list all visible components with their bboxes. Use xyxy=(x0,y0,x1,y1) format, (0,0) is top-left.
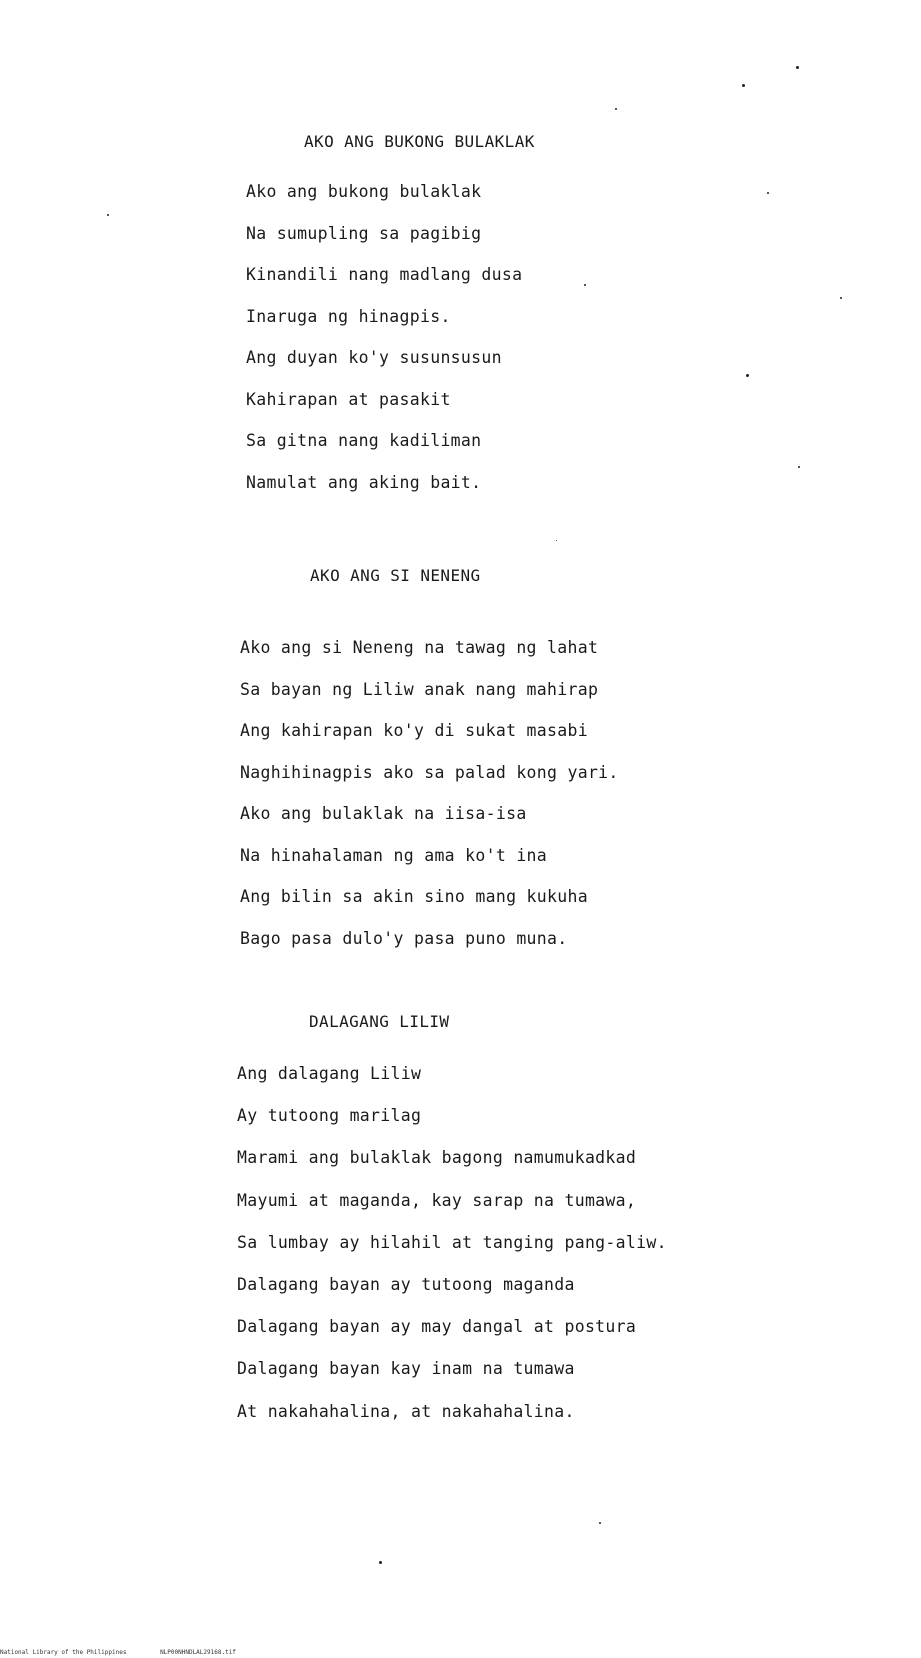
poem-line: Bago pasa dulo'y pasa puno muna. xyxy=(240,928,568,948)
poem-line: Kahirapan at pasakit xyxy=(246,389,451,409)
poem-line: Ang bilin sa akin sino mang kukuha xyxy=(240,887,588,906)
poem-line: Ang duyan ko'y susunsusun xyxy=(246,348,502,367)
poem-line: Inaruga ng hinagpis. xyxy=(246,306,451,326)
footer-filename: NLP00NHNDLAL29168.tif xyxy=(160,1649,236,1656)
scan-speck xyxy=(746,374,749,377)
poem-line: Ang dalagang Liliw xyxy=(237,1064,422,1083)
scan-speck xyxy=(796,66,799,69)
poem-line: Namulat ang aking bait. xyxy=(246,472,482,492)
poem-line: Ay tutoong marilag xyxy=(237,1106,422,1126)
scan-speck xyxy=(742,84,745,87)
poem-title: DALAGANG LILIW xyxy=(309,1012,450,1031)
poem-title: AKO ANG BUKONG BULAKLAK xyxy=(304,132,535,151)
poem-line: Ako ang bukong bulaklak xyxy=(246,182,482,201)
poem-line: Dalagang bayan kay inam na tumawa xyxy=(237,1359,575,1379)
scan-speck xyxy=(584,284,586,286)
scan-speck xyxy=(379,1561,382,1564)
scan-speck xyxy=(767,192,769,194)
poem-line: Ako ang bulaklak na iisa-isa xyxy=(240,804,527,823)
poem-line: Dalagang bayan ay may dangal at postura xyxy=(237,1317,637,1337)
poem-line: Dalagang bayan ay tutoong maganda xyxy=(237,1274,575,1294)
poem-line: Na sumupling sa pagibig xyxy=(246,223,482,243)
poem-title: AKO ANG SI NENENG xyxy=(310,566,481,585)
poem-stanza xyxy=(246,182,522,514)
poem-line: Mayumi at maganda, kay sarap na tumawa, xyxy=(237,1190,637,1210)
scan-footer xyxy=(0,1649,266,1656)
poem-stanza xyxy=(240,638,619,970)
scan-speck xyxy=(107,214,109,216)
poem-line: Na hinahalaman ng ama ko't ina xyxy=(240,845,548,865)
scan-speck xyxy=(556,540,557,541)
poem-line: Sa bayan ng Liliw anak nang mahirap xyxy=(240,679,599,699)
scan-speck xyxy=(599,1522,601,1524)
scan-speck xyxy=(615,108,617,110)
poem-line: At nakahahalina, at nakahahalina. xyxy=(237,1401,575,1421)
poem-line: Sa gitna nang kadiliman xyxy=(246,431,482,450)
scan-speck xyxy=(798,466,800,468)
poem-line: Ang kahirapan ko'y di sukat masabi xyxy=(240,721,588,740)
footer-source: National Library of the Philippines xyxy=(0,1649,127,1656)
poem-line: Marami ang bulaklak bagong namumukadkad xyxy=(237,1148,637,1168)
poem-line: Naghihinagpis ako sa palad kong yari. xyxy=(240,762,619,782)
poem-line: Ako ang si Neneng na tawag ng lahat xyxy=(240,638,599,657)
scan-speck xyxy=(840,297,842,299)
poem-stanza xyxy=(237,1064,667,1444)
poem-line: Sa lumbay ay hilahil at tanging pang-aliw. xyxy=(237,1232,667,1252)
poem-line: Kinandili nang madlang dusa xyxy=(246,265,523,284)
